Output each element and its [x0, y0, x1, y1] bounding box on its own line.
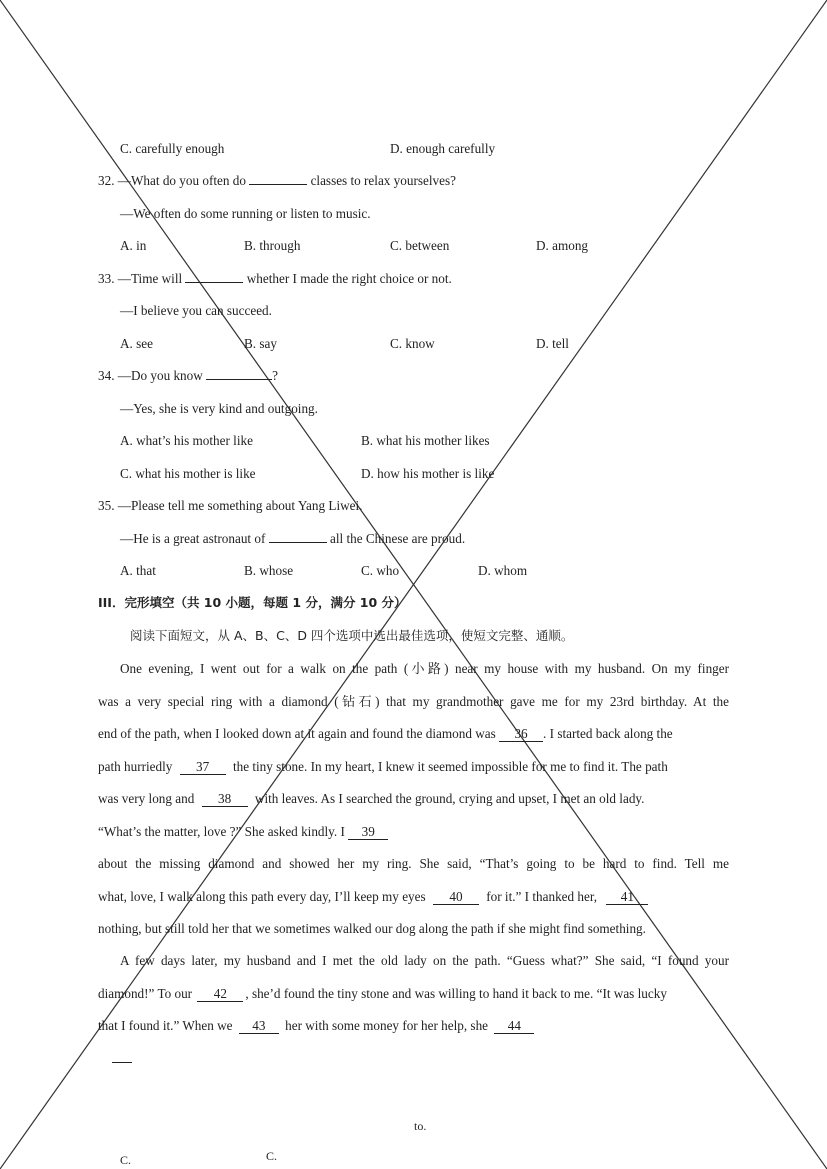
passage-line-6-start: “What’s the matter, love ?” She asked kindly. I	[98, 824, 345, 839]
q34-blank	[206, 379, 272, 380]
blank-44-continuation	[112, 1062, 132, 1063]
blank-44: 44	[494, 1019, 534, 1034]
section-3-instruction: 阅读下面短文，从 A、B、C、D 四个选项中选出最佳选项，使短文完整、通顺。	[130, 628, 574, 643]
passage-line-11-start: diamond!” To our	[98, 986, 193, 1001]
section-3-title: III．完形填空（共 10 小题，每题 1 分，满分 10 分）	[98, 595, 407, 610]
q33-stem-rest: whether I made the right choice or not.	[246, 271, 452, 286]
q34-option-b: B. what his mother likes	[361, 433, 490, 448]
passage-line-4-start: path hurriedly	[98, 759, 173, 774]
q34-question	[98, 368, 278, 384]
q35-option-d: D. whom	[478, 563, 528, 578]
q33-option-c: C. know	[390, 336, 435, 351]
passage-line-3	[98, 726, 673, 742]
passage-line-3-start: end of the path, when I looked down at it again and found the diamond was	[98, 726, 496, 741]
q32-option-c: C. between	[390, 238, 450, 253]
q32-stem: 32. —What do you often do	[98, 173, 246, 188]
q32-option-a: A. in	[120, 238, 147, 253]
q33-option-b: B. say	[244, 336, 277, 351]
q34-stem: 34. —Do you know	[98, 368, 203, 383]
passage-line-4	[98, 759, 668, 775]
passage-line-5	[98, 791, 644, 807]
q33-option-d: D. tell	[536, 336, 569, 351]
fragment-c-1: C.	[120, 1153, 132, 1167]
passage-line-8	[98, 889, 648, 905]
passage-line-7: about the missing diamond and showed her my ring. She said, “That’s going to be hard to find. Tell me	[98, 856, 729, 871]
fragment-to: to.	[414, 1119, 427, 1133]
q34-option-a: A. what’s his mother like	[120, 433, 253, 448]
q33-reply: —I believe you can succeed.	[120, 303, 272, 318]
q34-option-d: D. how his mother is like	[361, 466, 495, 481]
q33-option-a: A. see	[120, 336, 153, 351]
q31-option-c: C. carefully enough	[120, 141, 225, 156]
blank-42: 42	[197, 987, 243, 1002]
q34-stem-rest: ?	[272, 368, 278, 383]
blank-37: 37	[180, 760, 226, 775]
q35-reply-start: —He is a great astronaut of	[120, 531, 266, 546]
passage-line-8-start: what, love, I walk along this path every day, I’ll keep my eyes	[98, 889, 426, 904]
passage-line-12-mid: her with some money for her help, she	[285, 1018, 489, 1033]
q32-option-b: B. through	[244, 238, 301, 253]
q32-reply: —We often do some running or listen to music.	[120, 206, 371, 221]
q33-blank	[185, 282, 243, 283]
q34-reply: —Yes, she is very kind and outgoing.	[120, 401, 318, 416]
q35-blank	[269, 542, 327, 543]
q31-option-d: D. enough carefully	[390, 141, 496, 156]
passage-line-8-mid: for it.” I thanked her,	[486, 889, 598, 904]
passage-line-11	[98, 986, 667, 1002]
blank-41: 41	[606, 890, 648, 905]
passage-line-9: nothing, but still told her that we sometimes walked our dog along the path if she might find something.	[98, 921, 646, 936]
q33-question	[98, 271, 452, 287]
q32-blank	[249, 184, 307, 185]
passage-line-5-end: with leaves. As I searched the ground, crying and upset, I met an old lady.	[254, 791, 645, 806]
q32-option-d: D. among	[536, 238, 589, 253]
blank-39: 39	[348, 825, 388, 840]
q33-stem: 33. —Time will	[98, 271, 183, 286]
passage-line-3-end: . I started back along the	[543, 726, 673, 741]
q35-option-b: B. whose	[244, 563, 294, 578]
passage-line-2: was a very special ring with a diamond (钻石) that my grandmother gave me for my 23rd birthday. At the	[98, 694, 729, 709]
q32-stem-rest: classes to relax yourselves?	[310, 173, 456, 188]
passage-line-11-end: , she’d found the tiny stone and was willing to hand it back to me. “It was lucky	[245, 986, 667, 1001]
q35-reply-end: all the Chinese are proud.	[329, 531, 466, 546]
blank-38: 38	[202, 792, 248, 807]
q35-reply	[120, 531, 465, 547]
blank-43: 43	[239, 1019, 279, 1034]
fragment-c-2: C.	[266, 1149, 278, 1163]
q35-question: 35. —Please tell me something about Yang Liwei.	[98, 498, 363, 513]
q34-option-c: C. what his mother is like	[120, 466, 256, 481]
q35-option-c: C. who	[361, 563, 400, 578]
passage-line-12	[98, 1018, 534, 1034]
blank-36: 36	[499, 727, 543, 742]
q32-question	[98, 173, 456, 189]
passage-line-6	[98, 824, 388, 840]
passage-line-5-start: was very long and	[98, 791, 195, 806]
blank-40: 40	[433, 890, 479, 905]
passage-line-4-end: the tiny stone. In my heart, I knew it seemed impossible for me to find it. The path	[232, 759, 668, 774]
passage-line-12-start: that I found it.” When we	[98, 1018, 233, 1033]
q35-option-a: A. that	[120, 563, 156, 578]
passage-line-10: A few days later, my husband and I met the old lady on the path. “Guess what?” She said, “I found your	[120, 953, 729, 968]
passage-line-1: One evening, I went out for a walk on the path (小路) near my house with my husband. On my finger	[120, 661, 729, 676]
